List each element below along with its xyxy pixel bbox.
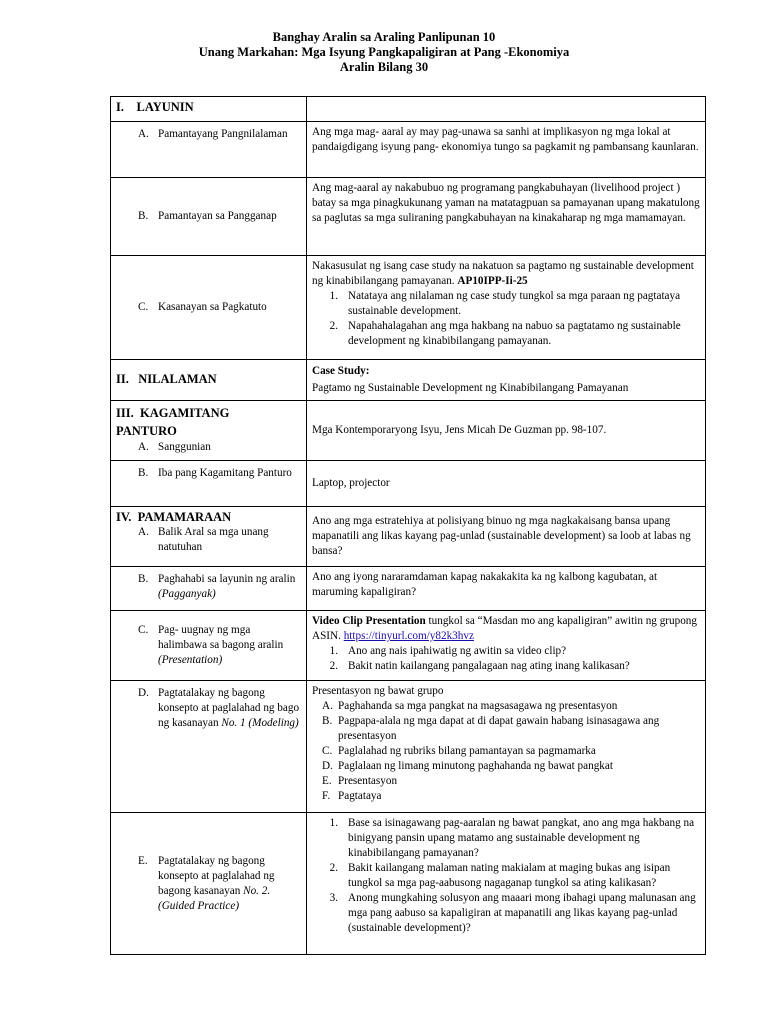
row-pamantayan-sa-pangganap: B. Pamantayan sa Pangganap Ang mag-aaral ay nakabubuo ng programang pangkabuhayan (livelihood project ) batay sa mga pinagkukunang yaman na matatagpuan sa pamayanan upang makatulong sa paglutas sa mga suliraning pangkabuhayan na kinakaharap ng mga mamamayan. bbox=[111, 178, 706, 256]
list-item: 3. Anong mungkahing solusyon ang maaari mong ibahagi upang malunasan ang mga pang aabuso sa kapaligiran at mapanatili ang likas kayang pag-unlad (sustainable development)? bbox=[329, 892, 696, 934]
text-iba-pang-kagamitan: Laptop, projector bbox=[307, 461, 706, 507]
section-heading-nilalaman: II. NILALAMAN bbox=[116, 372, 217, 386]
label-pamantayan-sa-pangganap: Pamantayan sa Pangganap bbox=[158, 210, 277, 222]
list-item: 1. Base sa isinagawang pag-aaralan ng bawat pangkat, ano ang mga hakbang na binigyang pansin upang matamo ang sustainable development ng kinabibilangang pamayanan? bbox=[329, 817, 695, 859]
video-link[interactable]: https://tinyurl.com/y82k3hvz bbox=[343, 630, 474, 642]
list-item: 1. Natataya ang nilalaman ng case study tungkol sa mga paraan ng pagtataya sustainable development. bbox=[329, 290, 681, 317]
row-paghahabi: B. Paghahabi sa layunin ng aralin (Pagganyak) Ano ang iyong nararamdaman kapag nakakakita ka ng kalbong kagubatan, at maruming kapaligiran? bbox=[111, 567, 706, 611]
text-paghahabi: Ano ang iyong nararamdaman kapag nakakakita ka ng kalbong kagubatan, at maruming kapaligiran? bbox=[307, 567, 706, 611]
label-paghahabi: Paghahabi sa layunin ng aralin bbox=[158, 573, 296, 585]
case-study-text: Pagtamo ng Sustainable Development ng Kinabibilangang Pamayanan bbox=[312, 382, 629, 394]
list-item: 1. Ano ang nais ipahiwatig ng awitin sa video clip? bbox=[329, 645, 567, 657]
header-title: Banghay Aralin sa Araling Panlipunan 10 bbox=[272, 30, 496, 44]
text-balik-aral: Ano ang mga estratehiya at polisiyang binuo ng mga nagkakaisang bansa upang mapanatili ang likas kayang pag-unlad (sustainable development) sa loob at labas ng bansa? bbox=[307, 507, 706, 567]
section-heading-kagamitan: III. KAGAMITANG PANTURO bbox=[116, 406, 233, 438]
list-item: C. Paglalahad ng rubriks bilang pamantayan sa pagmamarka bbox=[322, 745, 596, 757]
list-item: 2. Napahahalagahan ang mga hakbang na nabuo sa pagtatamo ng sustainable development ng kinabibilangang pamayanan. bbox=[329, 320, 681, 347]
label-pamantayang-pangnilalaman: Pamantayang Pangnilalaman bbox=[158, 128, 288, 140]
text-sanggunian: Mga Kontemporaryong Isyu, Jens Micah De Guzman pp. 98-107. bbox=[307, 401, 706, 461]
row-pag-uugnay: C. Pag- uugnay ng mga halimbawa sa bagong aralin (Presentation) Video Clip Presentation tungkol sa “Masdan mo ang kapaligiran” awitin ng grupong ASIN. https://tinyurl.com/y82k3hvz 1. Ano ang nais ipahiwatig ng awitin sa video clip? 2. Bakit natin kailangang pangalagaan nag ating inang kalikasan? bbox=[111, 611, 706, 681]
text-pamantayang-pangnilalaman: Ang mga mag- aaral ay may pag-unawa sa sanhi at implikasyon ng mga lokal at pandaigdigang isyung pang- ekonomiya tungo sa pagkamit ng pambansang kaunlaran. bbox=[307, 122, 706, 178]
kasanayan-list bbox=[312, 289, 700, 349]
modeling-list bbox=[312, 699, 700, 804]
row-kasanayan-sa-pagkatuto: C. Kasanayan sa Pagkatuto Nakasusulat ng isang case study na nakatuon sa pagtamo ng sustainable development ng kinabibilangang pamayanan. AP10IPP-Ii-25 1. Natataya ang nilalaman ng case study tungkol sa mga paraan ng pagtataya sustainable development. 2. Napahahalagahan ang mga hakbang na nabuo sa pagtatamo ng sustainable development ng kinabibilangang pamayanan. bbox=[111, 256, 706, 360]
list-item: 2. Bakit kailangang malaman nating makialam at maging bukas ang isipan tungkol sa mga pag-aabusong nagaganap tungkol sa ating kalikasan? bbox=[329, 862, 671, 889]
guided-practice-list bbox=[312, 816, 700, 936]
list-item: D. Paglalaan ng limang minutong paghahanda ng bawat pangkat bbox=[322, 760, 613, 772]
case-study-title: Case Study: bbox=[312, 365, 370, 377]
section-heading-pamamaraan: IV. PAMAMARAAN bbox=[116, 510, 232, 524]
video-questions-list bbox=[312, 644, 700, 674]
section-heading-layunin: I. LAYUNIN bbox=[116, 100, 194, 114]
row-modeling: D. Pagtatalakay ng bagong konsepto at paglalahad ng bago ng kasanayan No. 1 (Modeling) Presentasyon ng bawat grupo A. Paghahanda sa mga pangkat na magsasagawa ng presentasyon B. Pagpapa-alala ng mga dapat at di dapat gawain habang isinasagawa ang presentasyon C. Paglalahad ng rubriks bilang pamantayan sa pagmamarka D. Paglalaan ng limang minutong paghahanda ng bawat pangkat E. Presentasyon F. Pagtataya bbox=[111, 681, 706, 813]
section-row-layunin bbox=[111, 97, 706, 122]
label-sanggunian: Sanggunian bbox=[158, 441, 211, 453]
list-item: A. Paghahanda sa mga pangkat na magsasagawa ng presentasyon bbox=[322, 700, 618, 712]
row-balik-aral: IV. PAMAMARAAN A. Balik Aral sa mga unang natutuhan Ano ang mga estratehiya at polisiyang binuo ng mga nagkakaisang bansa upang mapanatili ang likas kayang pag-unlad (sustainable development) sa loob at labas ng bansa? bbox=[111, 507, 706, 567]
section-row-nilalaman bbox=[111, 360, 706, 401]
kasanayan-intro: Nakasusulat ng isang case study na nakatuon sa pagtamo ng sustainable development ng kinabibilangang pamayanan. AP10IPP-Ii-25 bbox=[312, 260, 694, 287]
label-iba-pang-kagamitan: Iba pang Kagamitang Panturo bbox=[158, 467, 292, 479]
document-header bbox=[0, 30, 768, 75]
list-item: F. Pagtataya bbox=[322, 790, 382, 802]
lesson-plan-table bbox=[110, 96, 706, 955]
header-lesson-number: Aralin Bilang 30 bbox=[339, 60, 429, 74]
list-item: E. Presentasyon bbox=[322, 775, 398, 787]
label-balik-aral: Balik Aral sa mga unang natutuhan bbox=[158, 526, 269, 553]
label-pag-uugnay: Pag- uugnay ng mga halimbawa sa bagong aralin bbox=[158, 624, 284, 651]
row-pamantayang-pangnilalaman: A. Pamantayang Pangnilalaman Ang mga mag- aaral ay may pag-unawa sa sanhi at implikasyon ng mga lokal at pandaigdigang isyung pang- ekonomiya tungo sa pagkamit ng pambansang kaunlaran. bbox=[111, 122, 706, 178]
header-quarter: Unang Markahan: Mga Isyung Pangkapaligiran at Pang -Ekonomiya bbox=[198, 45, 570, 59]
row-guided-practice: E. Pagtatalakay ng bagong konsepto at paglalahad ng bagong kasanayan No. 2. (Guided Practice) 1. Base sa isinagawang pag-aaralan ng bawat pangkat, ano ang mga hakbang na binigyang pansin upang matamo ang sustainable development ng kinabibilangang pamayanan? 2. Bakit kailangang malaman nating makialam at maging bukas ang isipan tungkol sa mga pag-aabusong nagaganap tungkol sa ating kalikasan? 3. Anong mungkahing solusyon ang maaari mong ibahagi upang malunasan ang mga pang aabuso sa kapaligiran at mapanatili ang likas kayang pag-unlad (sustainable development)? bbox=[111, 813, 706, 955]
row-iba-pang-kagamitan: B. Iba pang Kagamitang Panturo Laptop, projector bbox=[111, 461, 706, 507]
label-modeling: Pagtatalakay ng bagong konsepto at paglalahad ng bago ng kasanayan bbox=[158, 687, 300, 729]
modeling-intro: Presentasyon ng bawat grupo bbox=[312, 685, 444, 697]
list-item: 2. Bakit natin kailangang pangalagaan nag ating inang kalikasan? bbox=[329, 660, 630, 672]
competency-code: AP10IPP-Ii-25 bbox=[457, 275, 528, 287]
list-item: B. Pagpapa-alala ng mga dapat at di dapat gawain habang isinasagawa ang presentasyon bbox=[322, 715, 660, 742]
text-pamantayan-sa-pangganap: Ang mag-aaral ay nakabubuo ng programang pangkabuhayan (livelihood project ) batay sa mga pinagkukunang yaman na matatagpuan sa pamayanan upang makatulong sa paglutas sa mga suliraning pangkabuhayan na kinakaharap ng mga mamamayan. bbox=[307, 178, 706, 256]
label-guided-practice: Pagtatalakay ng bagong konsepto at paglalahad ng bagong kasanayan bbox=[158, 854, 275, 897]
label-kasanayan-sa-pagkatuto: Kasanayan sa Pagkatuto bbox=[158, 301, 267, 313]
row-sanggunian: III. KAGAMITANG PANTURO A. Sanggunian Mga Kontemporaryong Isyu, Jens Micah De Guzman pp. 98-107. bbox=[111, 401, 706, 461]
video-clip-title: Video Clip Presentation bbox=[312, 615, 426, 627]
